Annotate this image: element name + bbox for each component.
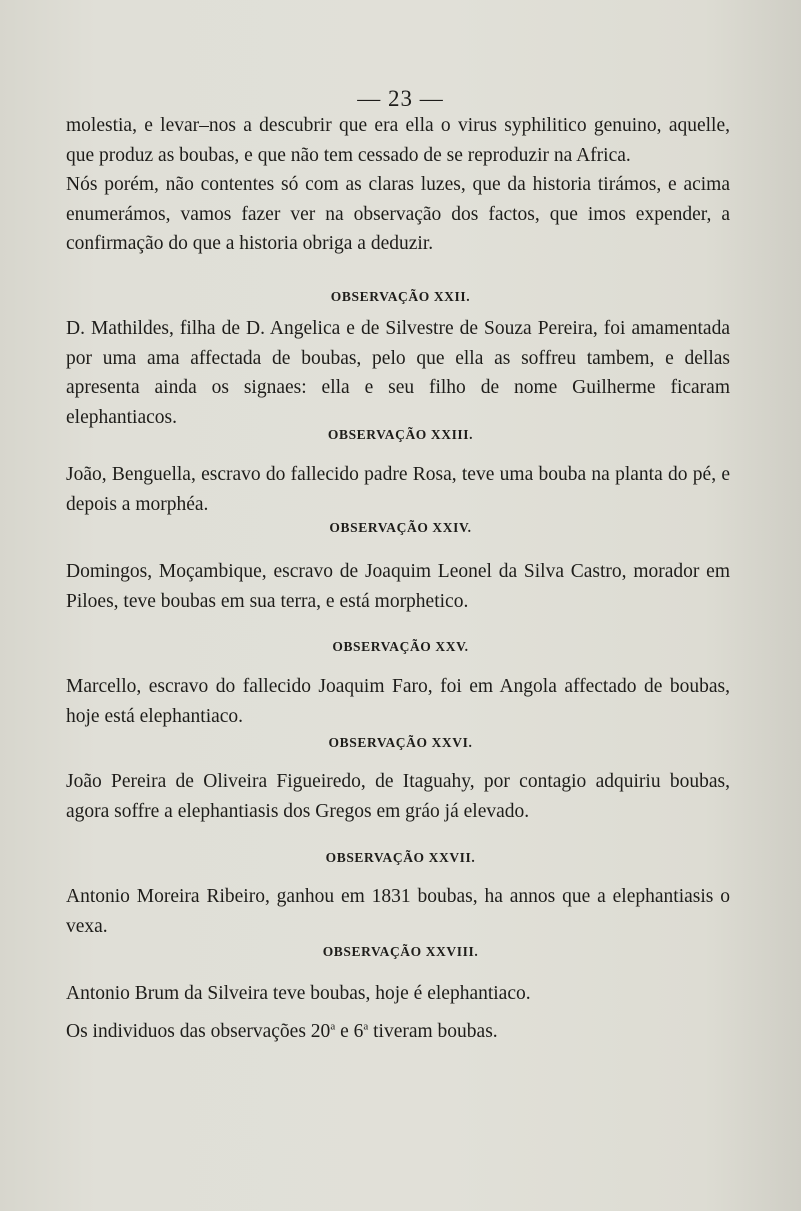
observation-paragraph: Domingos, Moçambique, escravo de Joaquim Leonel da Silva Castro, morador em Piloes, teve boubas em sua terra, e está morphetico.: [66, 561, 730, 612]
observation-text-xxvii: [66, 882, 730, 941]
observation-text-xxv: [66, 672, 730, 731]
observation-paragraph: João, Benguella, escravo do fallecido padre Rosa, teve uma bouba na planta do pé, e depois a morphéa.: [66, 464, 730, 515]
closing-text-after: tiveram boubas.: [368, 1021, 498, 1042]
observation-paragraph: Antonio Moreira Ribeiro, ganhou em 1831 boubas, ha annos que a elephantiasis o vexa.: [66, 886, 730, 937]
intro-paragraphs: [66, 111, 730, 259]
observation-heading-xxv: OBSERVAÇÃO XXV.: [332, 639, 469, 654]
closing-sentence: [66, 1017, 730, 1047]
observation-paragraph: Marcello, escravo do fallecido Joaquim Faro, foi em Angola affectado de boubas, hoje está elephantiaco.: [66, 676, 730, 727]
closing-text-before: Os individuos das observações 20: [66, 1021, 331, 1042]
closing-text-middle: e 6: [335, 1021, 364, 1042]
observation-text-xxvi: [66, 767, 730, 826]
observation-heading-xxvii: OBSERVAÇÃO XXVII.: [325, 850, 476, 865]
ordinal-marker: a: [330, 1020, 336, 1033]
observation-heading-xxiii: OBSERVAÇÃO XXIII.: [327, 427, 474, 442]
closing-paragraph: [66, 1017, 730, 1047]
observation-text-xxiv: [66, 557, 730, 616]
observation-text-xxii: [66, 314, 730, 432]
intro-paragraph-2: Nós porém, não contentes só com as claras luzes, que da historia tirámos, e acima enumerámos, vamos fazer ver na observação dos factos, que imos expender, a confirmação do que a historia obriga a deduzir.: [66, 174, 730, 254]
observation-paragraph: João Pereira de Oliveira Figueiredo, de Itaguahy, por contagio adquiriu boubas, agora soffre a elephantiasis dos Gregos em gráo já elevado.: [66, 771, 730, 822]
observation-text-xxiii: [66, 460, 730, 519]
observation-heading-xxviii: OBSERVAÇÃO XXVIII.: [322, 944, 479, 959]
observation-text-xxviii: [66, 979, 730, 1009]
observation-heading-xxii: OBSERVAÇÃO XXII.: [330, 289, 471, 304]
observation-heading-xxvi: OBSERVAÇÃO XXVI.: [328, 735, 473, 750]
observation-paragraph: D. Mathildes, filha de D. Angelica e de Silvestre de Souza Pereira, foi amamentada por uma ama affectada de boubas, pelo que ella as soffreu tambem, e dellas apresenta ainda os signaes: ella e seu filho de nome Guilherme ficaram elephantiacos.: [66, 318, 730, 428]
page-number: — 23 —: [357, 86, 444, 111]
observation-heading-xxiv: OBSERVAÇÃO XXIV.: [329, 520, 472, 535]
observation-paragraph: Antonio Brum da Silveira teve boubas, hoje é elephantiaco.: [66, 983, 531, 1004]
ordinal-marker: a: [363, 1020, 369, 1033]
intro-paragraph-1: molestia, e levar–nos a descubrir que era ella o virus syphilitico genuino, aquelle, que produz as boubas, e que não tem cessado de se reproduzir na Africa.: [66, 115, 730, 166]
